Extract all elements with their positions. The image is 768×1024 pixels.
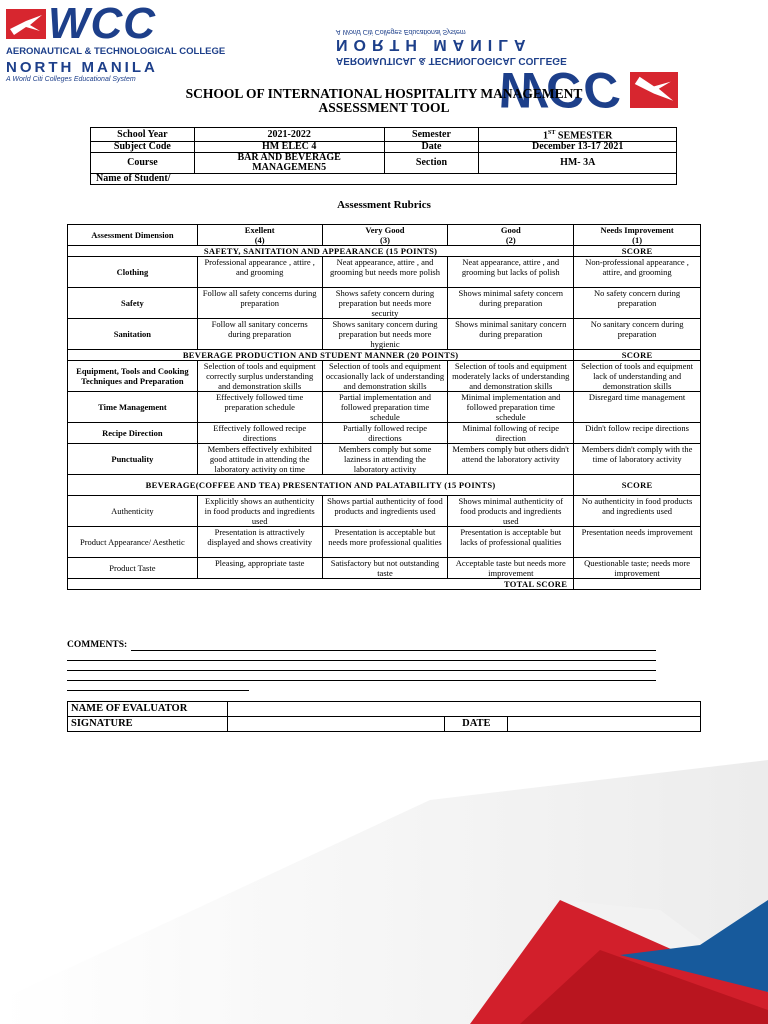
- header-good: Good (2): [448, 225, 574, 246]
- criteria-cell: Members didn't comply with the time of laboratory activity: [574, 444, 701, 475]
- subject-code-value: HM ELEC 4: [194, 142, 384, 153]
- logo-wordmark: WCC: [497, 62, 620, 118]
- comments-label: COMMENTS:: [67, 640, 128, 650]
- logo-subtitle: AERONAUTICAL & TECHNOLOGICAL COLLEGE: [6, 46, 226, 57]
- criteria-cell: Shows minimal authenticity of food products and ingredients used: [448, 496, 574, 527]
- rubric-table: [67, 224, 701, 590]
- criteria-cell: Professional appearance , attire , and grooming: [197, 257, 322, 288]
- table-row: [68, 423, 701, 444]
- section-title: SAFETY, SANITATION AND APPEARANCE (15 POINTS): [68, 246, 574, 257]
- criteria-cell: Explicitly shows an authenticity in food products and ingredients used: [197, 496, 322, 527]
- table-row: [68, 558, 701, 579]
- criteria-cell: No authenticity in food products and ingredients used: [574, 496, 701, 527]
- header-very-good: Very Good (3): [322, 225, 448, 246]
- table-row: [68, 392, 701, 423]
- header-needs-improvement: Needs Improvement (1): [574, 225, 701, 246]
- table-row: [68, 288, 701, 319]
- criteria-cell: Pleasing, appropriate taste: [197, 558, 322, 579]
- criteria-cell: Follow all safety concerns during preparation: [197, 288, 322, 319]
- date-field[interactable]: [508, 717, 701, 732]
- wcc-emblem-icon: [6, 9, 46, 39]
- comment-line[interactable]: [67, 660, 656, 661]
- wcc-logo-left: [6, 0, 226, 83]
- table-row: [68, 527, 701, 558]
- table-row: [68, 319, 701, 350]
- criteria-cell: Members effectively exhibited good attitude in attending the laboratory activity on time: [197, 444, 322, 475]
- student-name-field[interactable]: Name of Student/: [91, 174, 677, 185]
- criteria-cell: Selection of tools and equipment moderately lacks of understanding and demonstration skills: [448, 361, 574, 392]
- comment-line[interactable]: [67, 690, 249, 691]
- criteria-cell: Non-professional appearance , attire, and grooming: [574, 257, 701, 288]
- logo-tagline: A World Citi Colleges Educational System: [336, 28, 466, 35]
- total-score-label: TOTAL SCORE: [68, 579, 574, 590]
- header-dimension: Assessment Dimension: [68, 225, 198, 246]
- footer-decoration: [0, 760, 768, 1024]
- criteria-cell: Effectively followed time preparation schedule: [197, 392, 322, 423]
- section-title: BEVERAGE(COFFEE AND TEA) PRESENTATION AND PALATABILITY (15 POINTS): [68, 475, 574, 496]
- comment-line[interactable]: [67, 680, 656, 681]
- logo-campus: NORTH MANILA: [336, 36, 532, 53]
- section-title: BEVERAGE PRODUCTION AND STUDENT MANNER (20 POINTS): [68, 350, 574, 361]
- dimension-label: Safety: [68, 288, 198, 319]
- table-row: [68, 496, 701, 527]
- document-title: ASSESSMENT TOOL: [318, 100, 450, 115]
- date-label: DATE: [445, 717, 508, 732]
- dimension-label: Punctuality: [68, 444, 198, 475]
- criteria-cell: Shows sanitary concern during preparation but needs more hygienic: [322, 319, 448, 350]
- school-title: SCHOOL OF INTERNATIONAL HOSPITALITY MANAGEMENT: [185, 86, 583, 101]
- comment-line[interactable]: [131, 650, 656, 651]
- comment-line[interactable]: [67, 670, 656, 671]
- criteria-cell: Presentation needs improvement: [574, 527, 701, 558]
- dimension-label: Product Appearance/ Aesthetic: [68, 527, 198, 558]
- evaluator-table: [67, 701, 701, 732]
- criteria-cell: Disregard time management: [574, 392, 701, 423]
- rubric-header-row: [68, 225, 701, 246]
- score-label: SCORE: [574, 246, 701, 257]
- table-row: [68, 361, 701, 392]
- criteria-cell: Questionable taste; needs more improvement: [574, 558, 701, 579]
- criteria-cell: Members comply but some laziness in attending the laboratory activity: [322, 444, 448, 475]
- criteria-cell: Shows minimal sanitary concern during preparation: [448, 319, 574, 350]
- school-year-value: 2021-2022: [194, 128, 384, 142]
- score-label: SCORE: [574, 475, 701, 496]
- semester-label: Semester: [384, 128, 479, 142]
- course-value: BAR AND BEVERAGE MANAGEMEN5: [194, 153, 384, 174]
- criteria-cell: Minimal following of recipe direction: [448, 423, 574, 444]
- criteria-cell: Effectively followed recipe directions: [197, 423, 322, 444]
- logo-tagline: A World Citi Colleges Educational System: [6, 76, 136, 83]
- date-label: Date: [384, 142, 479, 153]
- criteria-cell: Didn't follow recipe directions: [574, 423, 701, 444]
- criteria-cell: Follow all sanitary concerns during preparation: [197, 319, 322, 350]
- evaluator-name-field[interactable]: [227, 702, 700, 717]
- logo-subtitle: AERONAUTICAL & TECHNOLOGICAL COLLEGE: [336, 55, 567, 66]
- logo-campus: NORTH MANILA: [6, 59, 158, 76]
- criteria-cell: Neat appearance, attire , and grooming but lacks of polish: [448, 257, 574, 288]
- score-label: SCORE: [574, 350, 701, 361]
- criteria-cell: Shows safety concern during preparation but needs more security: [322, 288, 448, 319]
- semester-value: 1ST SEMESTER: [479, 128, 677, 142]
- criteria-cell: Presentation is acceptable but needs more professional qualities: [322, 527, 448, 558]
- info-table: [90, 127, 677, 185]
- criteria-cell: Shows partial authenticity of food products and ingredients used: [322, 496, 448, 527]
- dimension-label: Equipment, Tools and Cooking Techniques and Preparation: [68, 361, 198, 392]
- subject-code-label: Subject Code: [91, 142, 195, 153]
- criteria-cell: Selection of tools and equipment correctly surplus understanding and demonstration skills: [197, 361, 322, 392]
- criteria-cell: Presentation is attractively displayed and shows creativity: [197, 527, 322, 558]
- dimension-label: Product Taste: [68, 558, 198, 579]
- total-score-row: [68, 579, 701, 590]
- total-score-field[interactable]: [574, 579, 701, 590]
- section-value: HM- 3A: [479, 153, 677, 174]
- header-excellent: Exellent (4): [197, 225, 322, 246]
- dimension-label: Time Management: [68, 392, 198, 423]
- evaluator-name-label: NAME OF EVALUATOR: [68, 702, 228, 717]
- criteria-cell: Partial implementation and followed preparation time schedule: [322, 392, 448, 423]
- criteria-cell: No safety concern during preparation: [574, 288, 701, 319]
- criteria-cell: Satisfactory but not outstanding taste: [322, 558, 448, 579]
- criteria-cell: Presentation is acceptable but lacks of professional qualities: [448, 527, 574, 558]
- school-year-label: School Year: [91, 128, 195, 142]
- dimension-label: Authenticity: [68, 496, 198, 527]
- criteria-cell: Neat appearance, attire , and grooming but needs more polish: [322, 257, 448, 288]
- criteria-cell: Acceptable taste but needs more improvement: [448, 558, 574, 579]
- criteria-cell: Selection of tools and equipment lack of understanding and demonstration skills: [574, 361, 701, 392]
- rubrics-title: Assessment Rubrics: [337, 199, 431, 211]
- table-row: [68, 444, 701, 475]
- criteria-cell: Selection of tools and equipment occasionally lack of understanding and demonstration skills: [322, 361, 448, 392]
- dimension-label: Clothing: [68, 257, 198, 288]
- criteria-cell: Shows minimal safety concern during preparation: [448, 288, 574, 319]
- table-row: [68, 257, 701, 288]
- signature-label: SIGNATURE: [68, 717, 228, 732]
- signature-field[interactable]: [227, 717, 445, 732]
- date-value: December 13-17 2021: [479, 142, 677, 153]
- criteria-cell: Minimal implementation and followed preparation time schedule: [448, 392, 574, 423]
- criteria-cell: Members comply but others didn't attend the laboratory activity: [448, 444, 574, 475]
- dimension-label: Recipe Direction: [68, 423, 198, 444]
- criteria-cell: Partially followed recipe directions: [322, 423, 448, 444]
- comments-section: [67, 640, 657, 650]
- dimension-label: Sanitation: [68, 319, 198, 350]
- section-label: Section: [384, 153, 479, 174]
- course-label: Course: [91, 153, 195, 174]
- logo-wordmark: WCC: [48, 0, 157, 48]
- criteria-cell: No sanitary concern during preparation: [574, 319, 701, 350]
